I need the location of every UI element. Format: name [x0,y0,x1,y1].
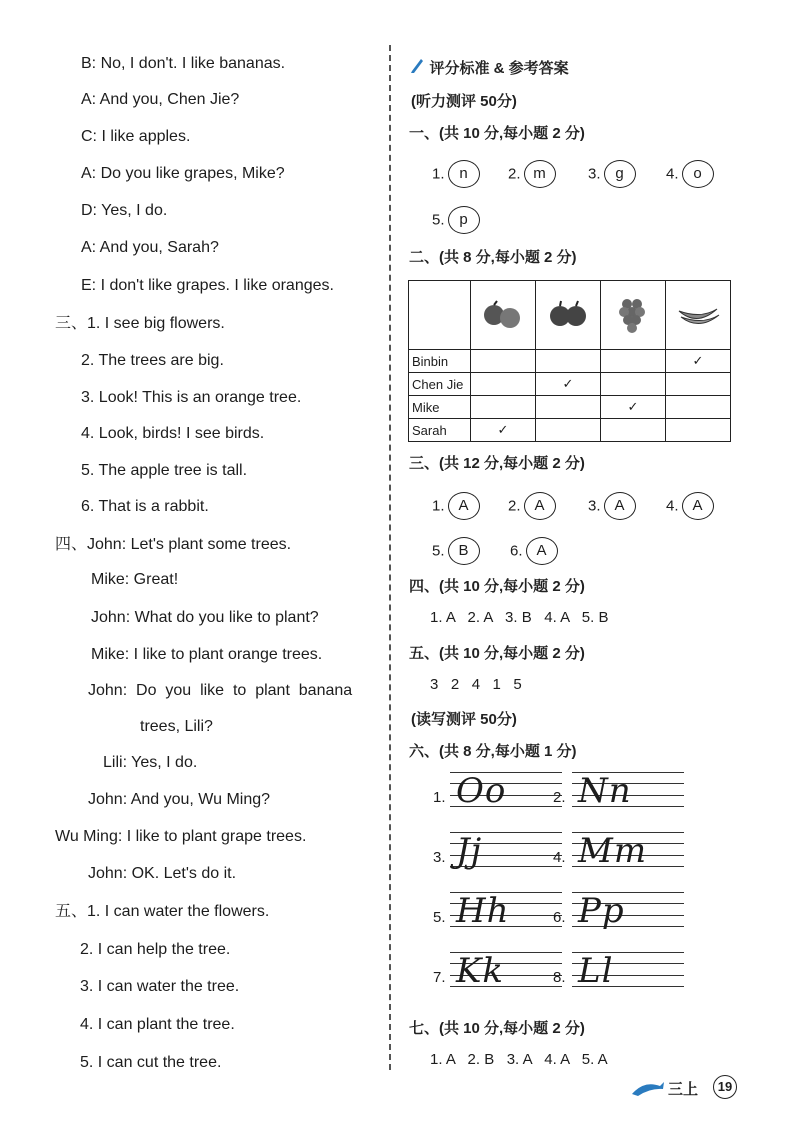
fruit-table [408,280,731,442]
row-name: Chen Jie [409,373,471,396]
dialog-line: Mike: I like to plant orange trees. [91,646,323,663]
answer-item: 5. p [432,206,480,234]
dolphin-icon [630,1078,666,1103]
listening-label: (听力测评 50分) [411,93,517,110]
check-mark: ✓ [666,350,731,373]
item-number: 6. [553,909,566,926]
dialog-line: A: And you, Sarah? [81,239,219,256]
answer-item: 1. n [432,160,480,188]
column-divider [389,45,391,1070]
dialog-line: John: Do you like to plant banana [88,682,353,699]
writing-lines: Pp [572,892,684,926]
writing-label: (读写测评 50分) [411,711,517,728]
answer-key-title: 评分标准 & 参考答案 [409,56,569,79]
row-name: Binbin [409,350,471,373]
answer-item: 6. A [510,537,558,565]
section-7-heading: 七、(共 10 分,每小题 2 分) [409,1020,585,1037]
writing-lines: Kk [450,952,562,986]
answer-item: 1. A [432,492,480,520]
item-number: 4. [553,849,566,866]
section-3-heading: 三、1. I see big flowers. [55,315,225,332]
pencil-icon [409,56,425,79]
sentence: 5. The apple tree is tall. [81,462,248,479]
item-number: 2. [553,789,566,806]
sentence: 5. I can cut the tree. [80,1054,222,1071]
dialog-line: John: OK. Let's do it. [88,865,237,882]
sentence: 3. I can water the tree. [80,978,240,995]
item-number: 5. [433,909,446,926]
dialog-line: A: And you, Chen Jie? [81,91,240,108]
row-name: Sarah [409,419,471,442]
check-mark: ✓ [536,373,601,396]
section-5-heading: 五、1. I can water the flowers. [55,903,270,920]
item-number: 7. [433,969,446,986]
grapes-icon [601,281,666,350]
dialog-line: John: And you, Wu Ming? [88,791,271,808]
writing-lines: Mm [572,832,684,866]
dialog-line: C: I like apples. [81,128,191,145]
section-7-answers: 1. A 2. B 3. A 4. A 5. A [430,1051,608,1068]
answer-item: 4. A [666,492,714,520]
item-number: 1. [433,789,446,806]
section-4-heading-right: 四、(共 10 分,每小题 2 分) [409,578,585,595]
sentence: 6. That is a rabbit. [81,498,209,515]
sentence: 2. The trees are big. [81,352,224,369]
dialog-line: trees, Lili? [140,718,213,735]
answer-item: 3. A [588,492,636,520]
dialog-line: D: Yes, I do. [81,202,168,219]
sentence: 2. I can help the tree. [80,941,231,958]
dialog-line: Lili: Yes, I do. [103,754,198,771]
section-5-heading-right: 五、(共 10 分,每小题 2 分) [409,645,585,662]
dialog-line: A: Do you like grapes, Mike? [81,165,285,182]
section-4-heading: 四、John: Let's plant some trees. [55,536,292,553]
answer-item: 2. A [508,492,556,520]
sentence: 3. Look! This is an orange tree. [81,389,302,406]
page-number: 19 [713,1075,737,1099]
section-2-heading: 二、(共 8 分,每小题 2 分) [409,249,577,266]
check-mark: ✓ [601,396,666,419]
oranges-icon [471,281,536,350]
dialog-line: John: What do you like to plant? [91,609,319,626]
check-mark: ✓ [471,419,536,442]
answer-item: 4. o [666,160,714,188]
sentence: 4. Look, birds! I see birds. [81,425,265,442]
section-6-heading: 六、(共 8 分,每小题 1 分) [409,743,577,760]
writing-lines: Ll [572,952,684,986]
writing-lines: Nn [572,772,684,806]
dialog-line: Mike: Great! [91,571,179,588]
writing-lines: Hh [450,892,562,926]
answer-item: 5. B [432,537,480,565]
writing-lines: Oo [450,772,562,806]
writing-lines: Jj [450,832,562,866]
grade-label: 三上 [668,1081,699,1098]
answer-item: 3. g [588,160,636,188]
section-3-heading-right: 三、(共 12 分,每小题 2 分) [409,455,585,472]
section-4-answers: 1. A 2. A 3. B 4. A 5. B [430,609,609,626]
row-name: Mike [409,396,471,419]
item-number: 3. [433,849,446,866]
dialog-line: Wu Ming: I like to plant grape trees. [55,828,307,845]
answer-item: 2. m [508,160,556,188]
bananas-icon [666,281,731,350]
dialog-line: B: No, I don't. I like bananas. [81,55,286,72]
apples-icon [536,281,601,350]
section-5-answers: 3 2 4 1 5 [430,676,522,693]
sentence: 4. I can plant the tree. [80,1016,235,1033]
section-1-heading: 一、(共 10 分,每小题 2 分) [409,125,585,142]
item-number: 8. [553,969,566,986]
dialog-line: E: I don't like grapes. I like oranges. [81,277,334,294]
